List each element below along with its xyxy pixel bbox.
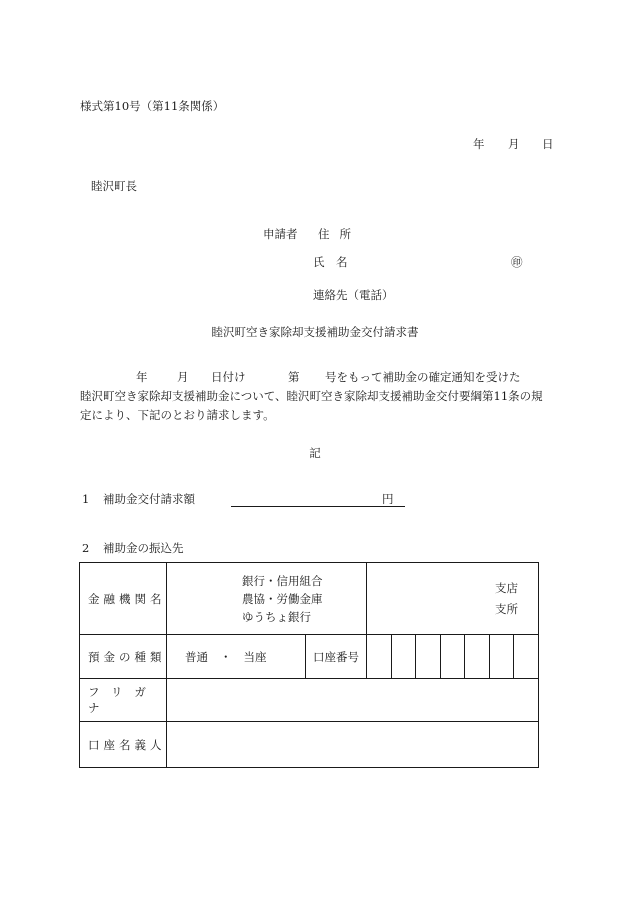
body-dated: 日付け <box>211 370 246 384</box>
applicant-contact-label: 連絡先（電話） <box>313 288 394 302</box>
body-dai: 第 <box>288 370 300 384</box>
institution-label: 金融機関名 <box>80 563 167 635</box>
amount-input-line[interactable] <box>231 506 405 507</box>
institution-types[interactable] <box>167 563 367 635</box>
yen-unit: 円 <box>382 492 394 506</box>
item2-label: 補助金の振込先 <box>103 541 184 555</box>
institution-row <box>80 563 539 635</box>
branch-cell[interactable] <box>367 563 539 635</box>
body-month: 月 <box>177 370 189 384</box>
holder-field[interactable] <box>167 722 539 768</box>
furigana-label: フリガナ <box>80 679 167 722</box>
furigana-row <box>80 679 539 722</box>
institution-type-coop: 農協・労働金庫 <box>242 591 323 606</box>
deposit-separator: ・ <box>220 649 232 664</box>
body-line-1 <box>80 368 550 387</box>
date-day: 日 <box>542 137 554 151</box>
body-year: 年 <box>136 370 148 384</box>
account-digit-box[interactable] <box>513 635 538 678</box>
date-year: 年 <box>473 137 485 151</box>
applicant-address-label: 住所 <box>318 227 361 241</box>
account-number-label: 口座番号 <box>306 635 367 679</box>
account-digit-box[interactable] <box>489 635 514 678</box>
branch-type-shisho: 支所 <box>495 601 518 616</box>
account-digit-box[interactable] <box>464 635 489 678</box>
account-digit-box[interactable] <box>367 635 391 678</box>
addressee: 睦沢町長 <box>91 179 137 193</box>
applicant-name-label-1: 氏 <box>313 255 325 269</box>
account-digit-box[interactable] <box>391 635 416 678</box>
deposit-type-label: 預金の種類 <box>80 635 167 679</box>
holder-label: 口座名義人 <box>80 722 167 768</box>
item1-number: 1 <box>82 492 90 506</box>
applicant-name-label-2: 名 <box>336 255 348 269</box>
body-line-3: 定により、下記のとおり請求します。 <box>80 408 275 422</box>
deposit-row <box>80 635 539 679</box>
date-month: 月 <box>508 137 520 151</box>
deposit-current: 当座 <box>243 649 267 664</box>
holder-row <box>80 722 539 768</box>
seal-mark: ㊞ <box>511 255 523 269</box>
body-text <box>80 368 550 425</box>
body-line-1-rest: 号をもって補助金の確定通知を受けた <box>325 370 521 384</box>
form-number: 様式第10号（第11条関係） <box>80 99 225 113</box>
item1-label: 補助金交付請求額 <box>103 492 195 506</box>
deposit-ordinary: 普通 <box>185 649 208 664</box>
document-title: 睦沢町空き家除却支援補助金交付請求書 <box>211 325 419 339</box>
account-digit-box[interactable] <box>415 635 440 678</box>
institution-type-yucho: ゆうちょ銀行 <box>242 609 311 624</box>
ki-heading: 記 <box>309 446 321 460</box>
furigana-field[interactable] <box>167 679 539 722</box>
item2-number: 2 <box>82 541 90 555</box>
institution-type-bank: 銀行・信用組合 <box>242 573 323 588</box>
applicant-label: 申請者 <box>263 227 298 241</box>
account-number-boxes[interactable] <box>367 635 539 679</box>
body-line-2: 睦沢町空き家除却支援補助金について、睦沢町空き家除却支援補助金交付要綱第11条の規 <box>80 389 543 403</box>
deposit-type-options[interactable] <box>167 635 306 679</box>
account-digit-box[interactable] <box>440 635 465 678</box>
branch-type-shiten: 支店 <box>495 580 518 595</box>
bank-transfer-table <box>79 562 539 768</box>
